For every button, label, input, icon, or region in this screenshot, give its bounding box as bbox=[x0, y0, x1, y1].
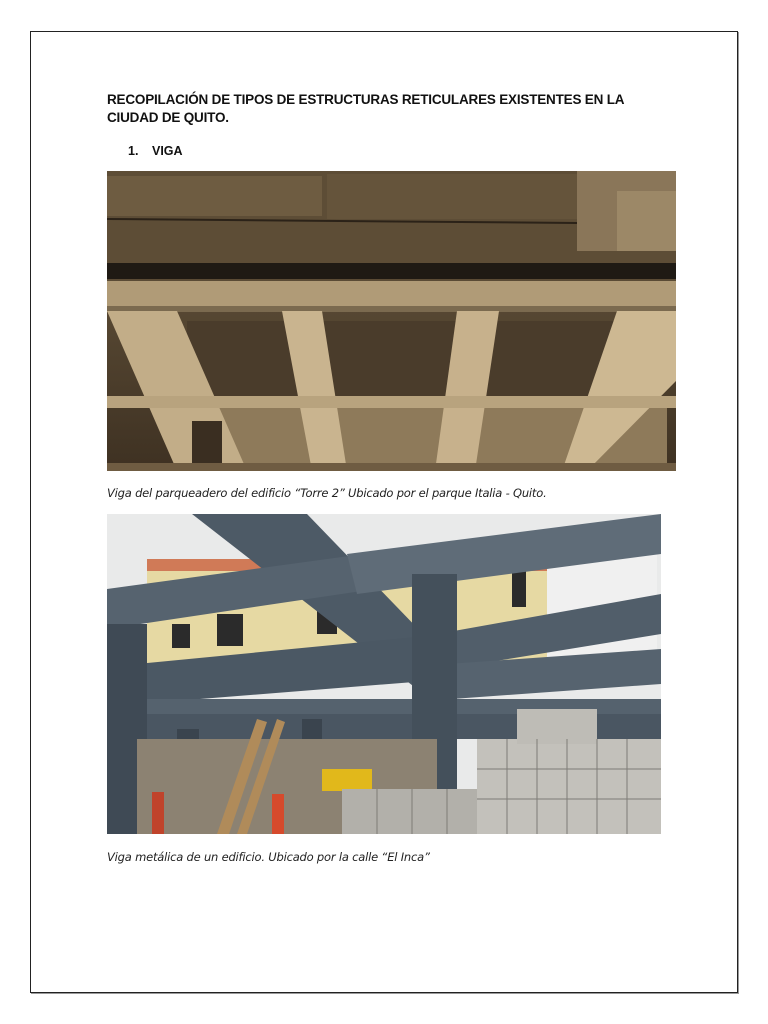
section-number: 1. bbox=[128, 144, 139, 158]
figure-2-caption: Viga metálica de un edificio. Ubicado por la calle “El Inca” bbox=[107, 850, 430, 864]
document-title: RECOPILACIÓN DE TIPOS DE ESTRUCTURAS RETICULARES EXISTENTES EN LA CIUDAD DE QUITO. bbox=[107, 92, 624, 125]
section-title: VIGA bbox=[152, 144, 183, 158]
section-heading bbox=[128, 144, 183, 158]
figure-1-caption: Viga del parqueadero del edificio “Torre 2” Ubicado por el parque Italia - Quito. bbox=[107, 486, 547, 500]
steel-beam-building-photo bbox=[107, 514, 661, 834]
concrete-beam-parking-photo bbox=[107, 171, 676, 471]
